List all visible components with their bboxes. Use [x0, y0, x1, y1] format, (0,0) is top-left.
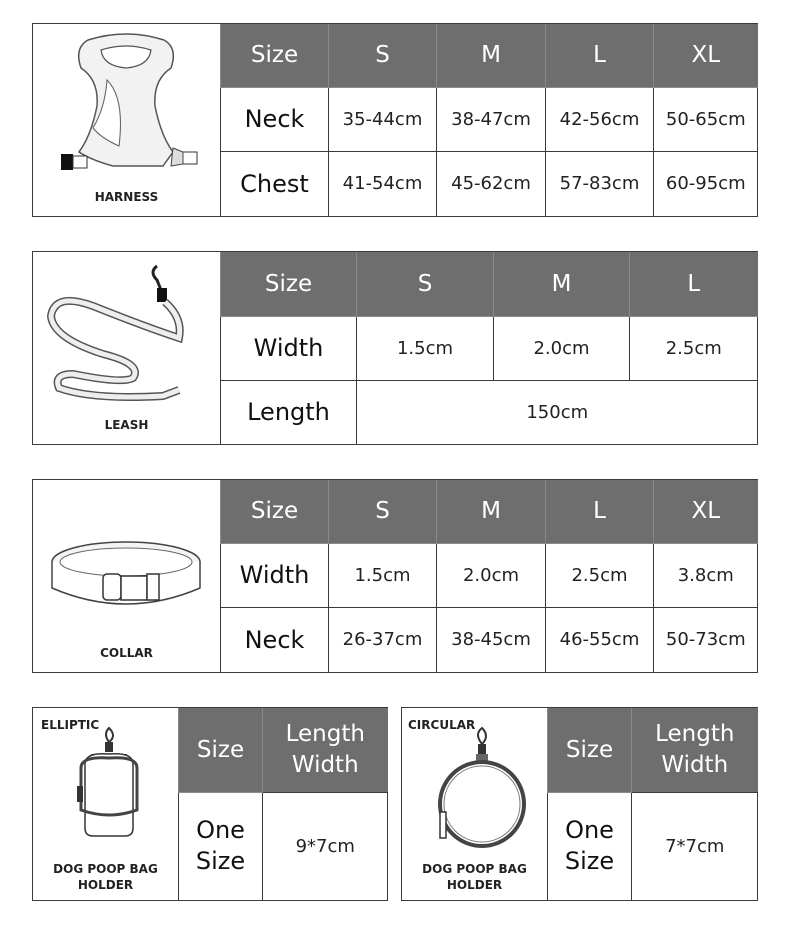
leash-cell: 1.5cm — [357, 316, 494, 380]
collar-caption: COLLAR — [100, 646, 153, 660]
harness-header-l: L — [546, 24, 654, 87]
harness-header-m: M — [437, 24, 546, 87]
harness-image-cell — [33, 24, 221, 216]
circular-caption-line2: HOLDER — [446, 878, 503, 892]
leash-length-cell: 150cm — [357, 380, 758, 444]
harness-cell: 42-56cm — [546, 87, 654, 151]
collar-cell: 46-55cm — [546, 607, 654, 672]
collar-cell: 26-37cm — [329, 607, 437, 672]
circular-table — [547, 708, 758, 900]
collar-cell: 38-45cm — [437, 607, 546, 672]
leash-header-s: S — [357, 252, 494, 316]
circular-tag: CIRCULAR — [408, 718, 476, 732]
collar-header-l: L — [546, 480, 654, 543]
leash-table — [220, 252, 758, 444]
elliptic-caption-line1: DOG POOP BAG — [53, 862, 158, 876]
elliptic-table — [178, 708, 388, 900]
elliptic-holder-chart — [32, 707, 388, 901]
circular-header-dims — [632, 708, 758, 792]
elliptic-size-line2: Size — [195, 847, 246, 876]
harness-table — [220, 24, 758, 216]
harness-row-label-chest: Chest — [221, 151, 329, 216]
collar-row-label-width: Width — [221, 543, 329, 607]
collar-header-s: S — [329, 480, 437, 543]
leash-icon — [33, 258, 219, 418]
collar-image-cell — [33, 480, 221, 672]
harness-cell: 60-95cm — [654, 151, 758, 216]
harness-header-s: S — [329, 24, 437, 87]
collar-icon — [33, 490, 219, 650]
collar-cell: 2.5cm — [546, 543, 654, 607]
elliptic-header-size: Size — [179, 708, 263, 792]
leash-cell: 2.0cm — [494, 316, 630, 380]
circular-size-cell — [548, 792, 632, 900]
harness-cell: 38-47cm — [437, 87, 546, 151]
leash-caption: LEASH — [104, 418, 149, 432]
circular-value-cell: 7*7cm — [632, 792, 758, 900]
leash-header-l: L — [630, 252, 758, 316]
leash-row-label-width: Width — [221, 316, 357, 380]
harness-cell: 45-62cm — [437, 151, 546, 216]
circular-header-length: Length — [655, 720, 735, 747]
circular-header-width: Width — [661, 751, 729, 778]
circular-image-cell — [402, 708, 548, 900]
collar-row-label-neck: Neck — [221, 607, 329, 672]
collar-header-xl: XL — [654, 480, 758, 543]
harness-size-chart — [32, 23, 758, 217]
harness-icon — [33, 28, 219, 188]
leash-size-chart — [32, 251, 758, 445]
circular-size-line2: Size — [564, 847, 615, 876]
elliptic-holder-icon — [33, 724, 177, 844]
elliptic-value-cell: 9*7cm — [263, 792, 388, 900]
circular-holder-icon — [402, 724, 546, 854]
leash-header-size: Size — [221, 252, 357, 316]
leash-cell: 2.5cm — [630, 316, 758, 380]
collar-header-size: Size — [221, 480, 329, 543]
collar-cell: 50-73cm — [654, 607, 758, 672]
elliptic-tag: ELLIPTIC — [41, 718, 100, 732]
harness-header-xl: XL — [654, 24, 758, 87]
harness-cell: 41-54cm — [329, 151, 437, 216]
elliptic-image-cell — [33, 708, 179, 900]
harness-header-size: Size — [221, 24, 329, 87]
collar-cell: 1.5cm — [329, 543, 437, 607]
harness-cell: 57-83cm — [546, 151, 654, 216]
elliptic-header-dims — [263, 708, 388, 792]
leash-row-label-length: Length — [221, 380, 357, 444]
collar-size-chart — [32, 479, 758, 673]
collar-cell: 2.0cm — [437, 543, 546, 607]
elliptic-header-length: Length — [285, 720, 365, 747]
collar-cell: 3.8cm — [654, 543, 758, 607]
leash-header-m: M — [494, 252, 630, 316]
harness-row-label-neck: Neck — [221, 87, 329, 151]
elliptic-caption-line2: HOLDER — [77, 878, 134, 892]
leash-image-cell — [33, 252, 221, 444]
collar-header-m: M — [437, 480, 546, 543]
collar-table — [220, 480, 758, 672]
elliptic-size-line1: One — [196, 816, 245, 845]
elliptic-header-width: Width — [291, 751, 359, 778]
harness-cell: 35-44cm — [329, 87, 437, 151]
circular-size-line1: One — [565, 816, 614, 845]
harness-caption: HARNESS — [94, 190, 159, 204]
circular-header-size: Size — [548, 708, 632, 792]
harness-cell: 50-65cm — [654, 87, 758, 151]
circular-holder-chart — [401, 707, 758, 901]
elliptic-size-cell — [179, 792, 263, 900]
circular-caption-line1: DOG POOP BAG — [422, 862, 527, 876]
